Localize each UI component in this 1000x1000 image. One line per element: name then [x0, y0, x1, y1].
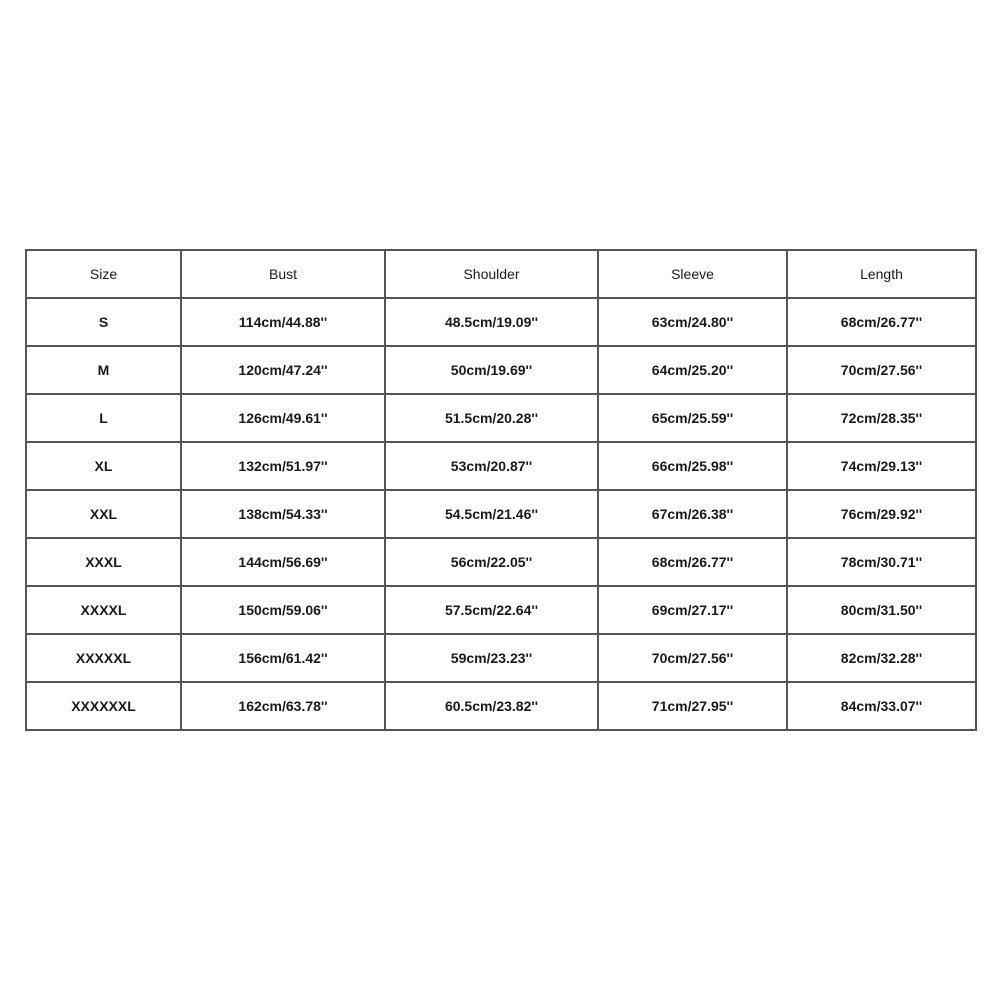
cell-size: XXXXXL — [26, 634, 181, 682]
cell-bust: 162cm/63.78'' — [181, 682, 385, 730]
cell-sleeve: 67cm/26.38'' — [598, 490, 787, 538]
header-length: Length — [787, 250, 976, 298]
cell-shoulder: 51.5cm/20.28'' — [385, 394, 598, 442]
cell-size: XXXL — [26, 538, 181, 586]
cell-shoulder: 54.5cm/21.46'' — [385, 490, 598, 538]
cell-shoulder: 60.5cm/23.82'' — [385, 682, 598, 730]
size-chart-table — [25, 249, 977, 731]
cell-bust: 114cm/44.88'' — [181, 298, 385, 346]
cell-shoulder: 56cm/22.05'' — [385, 538, 598, 586]
cell-sleeve: 66cm/25.98'' — [598, 442, 787, 490]
cell-size: L — [26, 394, 181, 442]
cell-shoulder: 50cm/19.69'' — [385, 346, 598, 394]
cell-sleeve: 63cm/24.80'' — [598, 298, 787, 346]
header-bust: Bust — [181, 250, 385, 298]
table-row — [26, 442, 976, 490]
table-row — [26, 634, 976, 682]
cell-shoulder: 57.5cm/22.64'' — [385, 586, 598, 634]
cell-bust: 138cm/54.33'' — [181, 490, 385, 538]
cell-sleeve: 70cm/27.56'' — [598, 634, 787, 682]
cell-bust: 150cm/59.06'' — [181, 586, 385, 634]
cell-length: 72cm/28.35'' — [787, 394, 976, 442]
cell-size: M — [26, 346, 181, 394]
cell-sleeve: 69cm/27.17'' — [598, 586, 787, 634]
cell-sleeve: 68cm/26.77'' — [598, 538, 787, 586]
cell-size: S — [26, 298, 181, 346]
cell-shoulder: 59cm/23.23'' — [385, 634, 598, 682]
cell-size: XXXXXXL — [26, 682, 181, 730]
cell-length: 76cm/29.92'' — [787, 490, 976, 538]
cell-length: 70cm/27.56'' — [787, 346, 976, 394]
size-chart-body — [26, 298, 976, 730]
cell-bust: 156cm/61.42'' — [181, 634, 385, 682]
table-row — [26, 586, 976, 634]
cell-length: 74cm/29.13'' — [787, 442, 976, 490]
cell-length: 84cm/33.07'' — [787, 682, 976, 730]
cell-shoulder: 53cm/20.87'' — [385, 442, 598, 490]
table-row — [26, 682, 976, 730]
cell-size: XL — [26, 442, 181, 490]
cell-bust: 132cm/51.97'' — [181, 442, 385, 490]
cell-length: 78cm/30.71'' — [787, 538, 976, 586]
cell-shoulder: 48.5cm/19.09'' — [385, 298, 598, 346]
size-chart-header — [26, 250, 976, 298]
table-row — [26, 394, 976, 442]
cell-bust: 126cm/49.61'' — [181, 394, 385, 442]
table-row — [26, 346, 976, 394]
header-shoulder: Shoulder — [385, 250, 598, 298]
cell-length: 82cm/32.28'' — [787, 634, 976, 682]
cell-sleeve: 71cm/27.95'' — [598, 682, 787, 730]
cell-size: XXL — [26, 490, 181, 538]
table-row — [26, 538, 976, 586]
table-row — [26, 490, 976, 538]
cell-sleeve: 65cm/25.59'' — [598, 394, 787, 442]
header-sleeve: Sleeve — [598, 250, 787, 298]
cell-bust: 120cm/47.24'' — [181, 346, 385, 394]
cell-sleeve: 64cm/25.20'' — [598, 346, 787, 394]
table-row — [26, 298, 976, 346]
header-size: Size — [26, 250, 181, 298]
cell-length: 68cm/26.77'' — [787, 298, 976, 346]
cell-bust: 144cm/56.69'' — [181, 538, 385, 586]
header-row — [26, 250, 976, 298]
cell-length: 80cm/31.50'' — [787, 586, 976, 634]
cell-size: XXXXL — [26, 586, 181, 634]
